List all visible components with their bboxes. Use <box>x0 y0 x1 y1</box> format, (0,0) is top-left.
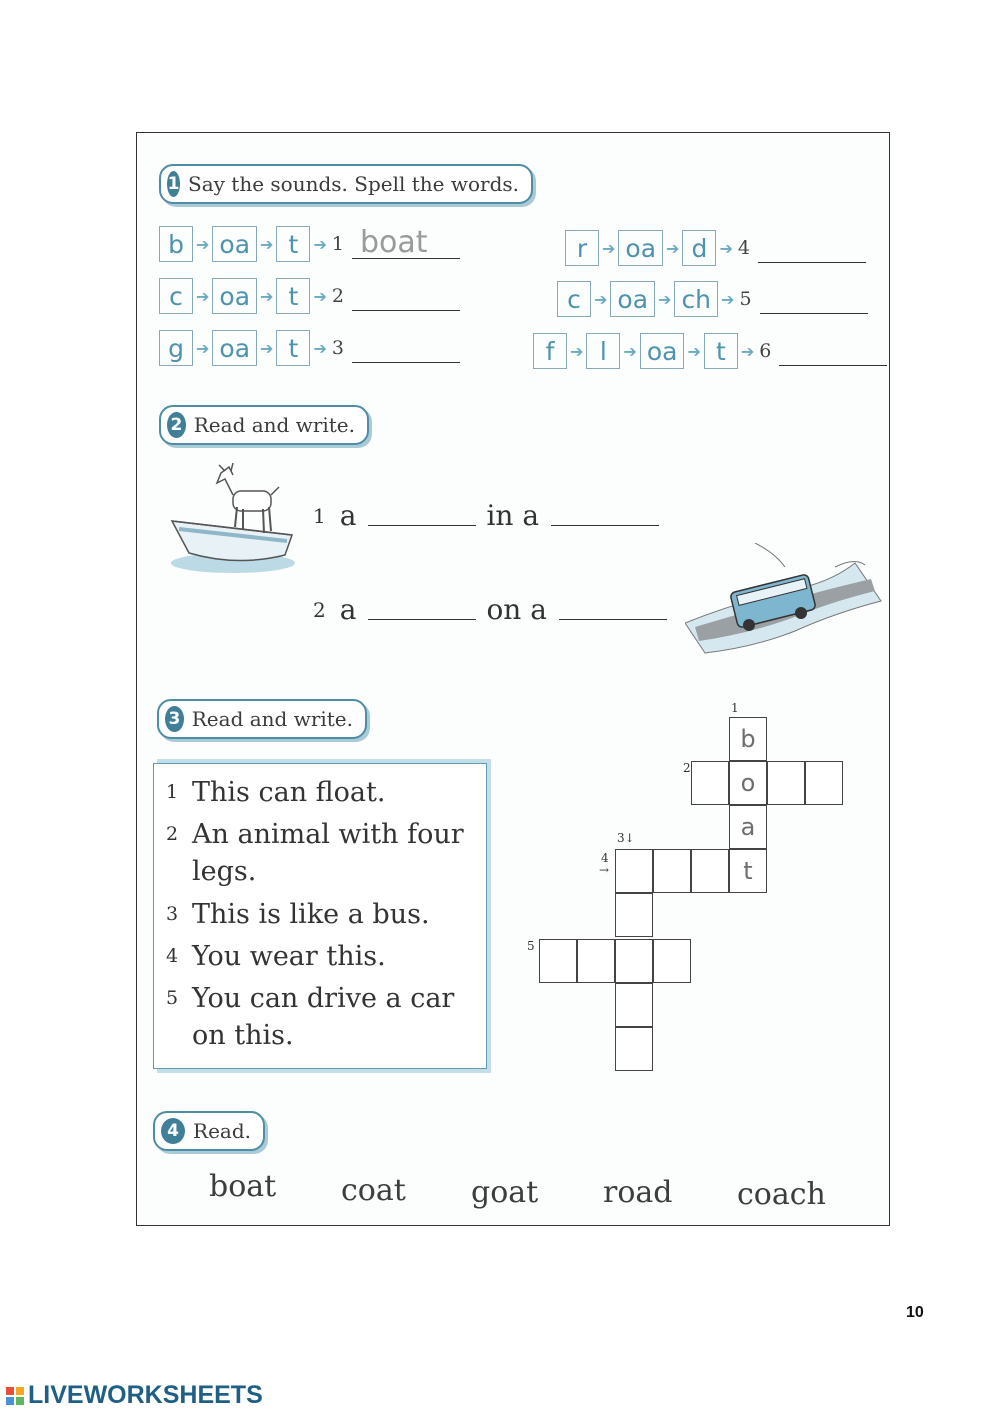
crossword-cell[interactable] <box>615 893 653 937</box>
clue-1 <box>166 774 482 811</box>
answer-field-4[interactable] <box>758 233 866 263</box>
answer-field-6[interactable] <box>779 336 887 366</box>
arrow-icon: ➔ <box>594 289 608 309</box>
crossword-cell[interactable] <box>577 939 615 983</box>
clue-4 <box>166 938 482 975</box>
arrow-icon: ➔ <box>196 338 210 358</box>
section3-number: 3 <box>165 706 184 732</box>
sentence-blank[interactable] <box>551 525 659 526</box>
answer-field-3[interactable] <box>352 333 460 363</box>
letter-box: oa <box>212 330 257 366</box>
arrow-icon: ➔ <box>313 286 327 306</box>
crossword-cell[interactable] <box>615 849 653 893</box>
spell-row-6 <box>533 331 887 371</box>
arrow-icon: ➔ <box>658 289 672 309</box>
section2-header <box>159 405 369 445</box>
page-number: 10 <box>906 1304 924 1321</box>
crossword-number-4-arrow: → <box>599 863 610 877</box>
crossword-cell[interactable] <box>691 849 729 893</box>
row-number: 4 <box>737 237 750 259</box>
row-number: 5 <box>739 288 752 310</box>
clue-text: You wear this. <box>192 941 386 972</box>
letter-box: oa <box>610 281 655 317</box>
section1-number: 1 <box>167 171 180 197</box>
arrow-icon: ➔ <box>313 234 327 254</box>
arrow-icon: ➔ <box>740 341 755 361</box>
arrow-icon: ➔ <box>721 289 735 309</box>
spell-row-2 <box>159 276 460 316</box>
crossword-cell[interactable] <box>767 761 805 805</box>
arrow-icon: ➔ <box>196 234 210 254</box>
letter-box: c <box>557 281 591 317</box>
arrow-icon: ➔ <box>260 338 274 358</box>
row-number: 3 <box>331 337 344 359</box>
crossword-cell[interactable]: o <box>729 761 767 805</box>
sentence-number: 1 <box>313 504 326 528</box>
section4-number: 4 <box>161 1118 185 1144</box>
sentence-word: a <box>339 593 357 626</box>
answer-field-5[interactable] <box>760 284 868 314</box>
brand-logo <box>6 1381 263 1410</box>
answer-field-1[interactable]: boat <box>352 229 460 259</box>
arrow-icon: ➔ <box>719 238 733 258</box>
clue-number: 2 <box>166 823 179 845</box>
crossword-cell[interactable] <box>691 761 729 805</box>
crossword-cell[interactable] <box>653 849 691 893</box>
section1-header <box>159 164 533 204</box>
section3-title: Read and write. <box>191 707 353 731</box>
letter-box: f <box>533 333 567 369</box>
section2-title: Read and write. <box>193 413 355 437</box>
letter-box: d <box>682 230 716 266</box>
clue-5 <box>166 980 482 1054</box>
clue-number: 4 <box>166 945 179 967</box>
letter-box: c <box>159 278 193 314</box>
sentence-number: 2 <box>313 598 326 622</box>
row-number: 1 <box>331 233 344 255</box>
section3-header <box>157 699 367 739</box>
clue-text: This can float. <box>192 777 386 808</box>
letter-box: g <box>159 330 193 366</box>
letter-box: l <box>586 333 620 369</box>
arrow-icon: ➔ <box>196 286 210 306</box>
row-number: 2 <box>331 285 344 307</box>
sentence-word: in a <box>486 499 540 532</box>
section1-title: Say the sounds. Spell the words. <box>188 172 519 196</box>
crossword-cell[interactable]: a <box>729 805 767 849</box>
crossword-cell[interactable] <box>539 939 577 983</box>
read-word: boat <box>209 1169 277 1204</box>
crossword-cell[interactable]: b <box>729 717 767 761</box>
arrow-icon: ➔ <box>260 286 274 306</box>
arrow-icon: ➔ <box>570 341 584 361</box>
clue-text: You can drive a car on this. <box>192 983 455 1051</box>
clues-box <box>153 763 487 1069</box>
arrow-icon: ➔ <box>666 238 680 258</box>
spell-row-5 <box>557 279 868 319</box>
letter-box: oa <box>212 226 257 262</box>
clue-text: An animal with four legs. <box>192 819 464 887</box>
arrow-icon: ➔ <box>313 338 327 358</box>
crossword-cell[interactable] <box>653 939 691 983</box>
read-word: coach <box>737 1177 826 1212</box>
crossword-number-4: 4 <box>601 851 609 865</box>
sentence-1 <box>313 499 669 532</box>
spell-row-4 <box>565 228 866 268</box>
sentence-2 <box>313 593 677 626</box>
sentence-word: on a <box>486 593 547 626</box>
sentence-blank[interactable] <box>559 619 667 620</box>
arrow-icon: ➔ <box>260 234 274 254</box>
sentence-blank[interactable] <box>368 525 476 526</box>
clue-2 <box>166 816 482 890</box>
arrow-icon: ➔ <box>687 341 701 361</box>
sentence-word: a <box>339 499 357 532</box>
letter-box: t <box>276 278 310 314</box>
worksheet-page <box>136 132 890 1226</box>
letter-box: ch <box>674 281 718 317</box>
arrow-icon: ➔ <box>623 341 637 361</box>
section4-title: Read. <box>193 1119 251 1143</box>
row-number: 6 <box>759 340 772 362</box>
letter-box: oa <box>618 230 663 266</box>
answer-field-2[interactable] <box>352 281 460 311</box>
crossword-cell[interactable] <box>615 1027 653 1071</box>
letter-box: oa <box>640 333 685 369</box>
crossword-cell[interactable]: t <box>729 849 767 893</box>
letter-box: t <box>276 330 310 366</box>
arrow-icon: ➔ <box>602 238 616 258</box>
section2-number: 2 <box>167 412 186 438</box>
crossword-number-2: 2 <box>683 761 691 775</box>
crossword-cell[interactable] <box>615 939 653 983</box>
section4-header <box>153 1111 265 1151</box>
crossword-number-3: 3↓ <box>617 831 635 845</box>
clue-number: 1 <box>166 781 179 803</box>
letter-box: r <box>565 230 599 266</box>
read-word: goat <box>471 1175 539 1210</box>
spell-row-3 <box>159 328 460 368</box>
crossword-number-1: 1 <box>731 701 739 715</box>
crossword-cell[interactable] <box>615 983 653 1027</box>
spell-row-1 <box>159 224 460 264</box>
brand-blocks-icon <box>6 1387 24 1405</box>
crossword-number-5: 5 <box>527 939 535 953</box>
coach-road-illustration <box>685 543 885 655</box>
clue-number: 5 <box>166 987 179 1009</box>
brand-name: LIVEWORKSHEETS <box>28 1381 263 1409</box>
letter-box: t <box>704 333 738 369</box>
crossword-cell[interactable] <box>805 761 843 805</box>
read-word: coat <box>341 1173 406 1208</box>
clue-3 <box>166 896 482 933</box>
letter-box: b <box>159 226 193 262</box>
sentence-blank[interactable] <box>368 619 476 620</box>
read-word: road <box>603 1175 673 1210</box>
letter-box: oa <box>212 278 257 314</box>
clue-text: This is like a bus. <box>192 899 430 930</box>
letter-box: t <box>276 226 310 262</box>
goat-boat-illustration <box>167 463 297 578</box>
clue-number: 3 <box>166 903 179 925</box>
